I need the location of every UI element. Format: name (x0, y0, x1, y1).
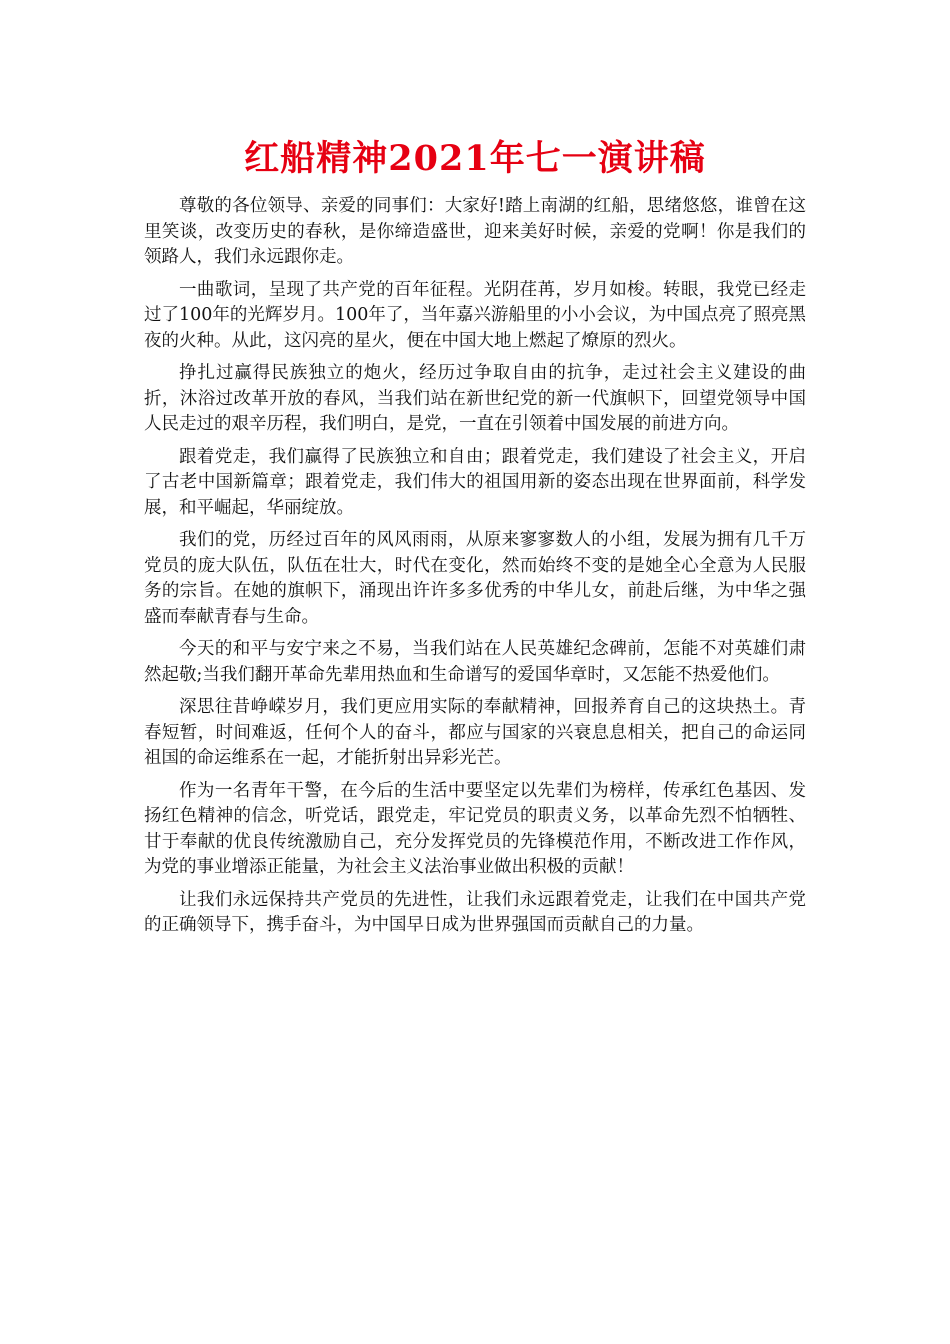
paragraph-9: 让我们永远保持共产党员的先进性，让我们永远跟着党走，让我们在中国共产党的正确领导下，携手奋斗，为中国早日成为世界强国而贡献自己的力量。 (144, 889, 806, 935)
paragraph-6: 今天的和平与安宁来之不易，当我们站在人民英雄纪念碑前，怎能不对英雄们肃然起敬;当我们翻开革命先辈用热血和生命谱写的爱国华章时，又怎能不热爱他们。 (144, 639, 806, 685)
paragraph-7: 深思往昔峥嵘岁月，我们更应用实际的奉献精神，回报养育自己的这块热土。青春短暂，时间难返，任何个人的奋斗，都应与国家的兴衰息息相关，把自己的命运同祖国的命运维系在一起，才能折射出异彩光芒。 (144, 697, 806, 768)
paragraph-5: 我们的党，历经过百年的风风雨雨，从原来寥寥数人的小组，发展为拥有几千万党员的庞大队伍，队伍在壮大，时代在变化，然而始终不变的是她全心全意为人民服务的宗旨。在她的旗帜下，涌现出许许多多优秀的中华儿女，前赴后继，为中华之强盛而奉献青春与生命。 (144, 530, 806, 627)
document-body (144, 194, 806, 939)
paragraph-2: 一曲歌词，呈现了共产党的百年征程。光阴荏苒，岁月如梭。转眼，我党已经走过了100年的光辉岁月。100年了，当年嘉兴游船里的小小会议，为中国点亮了照亮黑夜的火种。从此，这闪亮的星火，便在中国大地上燃起了燎原的烈火。 (144, 279, 806, 351)
paragraph-3: 挣扎过赢得民族独立的炮火，经历过争取自由的抗争，走过社会主义建设的曲折，沐浴过改革开放的春风，当我们站在新世纪党的新一代旗帜下，回望党领导中国人民走过的艰辛历程，我们明白，是党，一直在引领着中国发展的前进方向。 (144, 363, 806, 434)
paragraph-1: 尊敬的各位领导、亲爱的同事们：大家好!踏上南湖的红船，思绪悠悠，谁曾在这里笑谈，改变历史的春秋，是你缔造盛世，迎来美好时候，亲爱的党啊！你是我们的领路人，我们永远跟你走。 (144, 196, 806, 267)
document-title: 红船精神2021年七一演讲稿 (244, 138, 706, 179)
paragraph-8: 作为一名青年干警，在今后的生活中要坚定以先辈们为榜样，传承红色基因、发扬红色精神的信念，听党话，跟党走，牢记党员的职责义务，以革命先烈不怕牺牲、甘于奉献的优良传统激励自己，充分发挥党员的先锋模范作用，不断改进工作作风，为党的事业增添正能量，为社会主义法治事业做出积极的贡献！ (144, 780, 806, 877)
document-page (144, 130, 806, 946)
paragraph-4: 跟着党走，我们赢得了民族独立和自由；跟着党走，我们建设了社会主义，开启了古老中国新篇章；跟着党走，我们伟大的祖国用新的姿态出现在世界面前，科学发展，和平崛起，华丽绽放。 (144, 446, 806, 518)
